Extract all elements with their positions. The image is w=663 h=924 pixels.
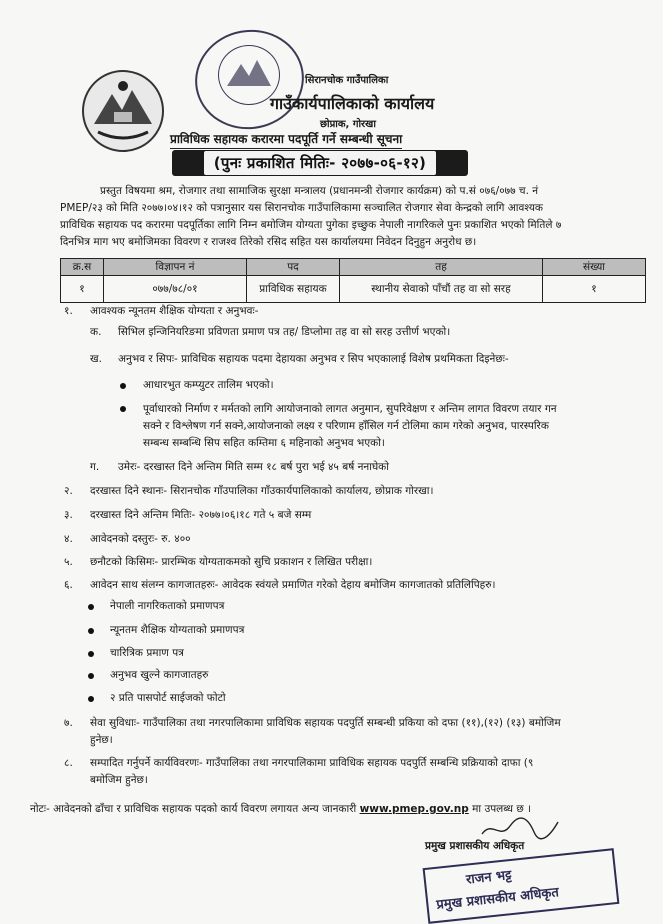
- col-serial: क्र.स: [61, 259, 104, 276]
- infrastructure-experience-item: [143, 401, 557, 452]
- cell-count: १: [543, 276, 646, 303]
- experience-line: सक्ने र विश्लेषण गर्न सक्ने,आयोजनाको लक्ष्य र परिणाम हाँसिल गर्न टोलिमा काम गरेको अनुभव, पारस्परिक: [143, 420, 549, 432]
- bullet-icon: [88, 604, 94, 610]
- document-item: नेपाली नागरिकताको प्रमाणपत्र: [110, 600, 225, 612]
- bullet-icon: [120, 406, 126, 412]
- intro-line: PMEP/२३ को मिति २०७७।०४।१२ को पत्रानुसार यस सिरानचोक गाउँपालिकामा सञ्चालित रोजगार सेवा केन्द्रको लागि आवश्यक: [60, 202, 543, 214]
- document-item: चारित्रिक प्रमाण पत्र: [110, 647, 184, 659]
- bullet-icon: [120, 383, 126, 389]
- office-address: छोप्राक, गोरखा: [320, 119, 376, 130]
- item-number: ग.: [90, 461, 100, 473]
- col-post: पद: [247, 259, 340, 276]
- qualification-heading: आवश्यक न्यूनतम शैक्षिक योग्यता र अनुभवः-: [90, 305, 259, 317]
- col-level: तह: [340, 259, 543, 276]
- stamp-title: प्रमुख प्रशासकीय अधिकृत: [435, 885, 560, 913]
- col-advert-no: विज्ञापन नं: [104, 259, 247, 276]
- table-row: [61, 276, 646, 303]
- service-facility-cont: हुनेछ।: [90, 734, 113, 746]
- vacancy-table: [60, 258, 646, 303]
- municipality-name: सिरानचोक गाउँपालिका: [305, 75, 389, 86]
- intro-line: प्राविधिक सहायक पद करारमा पदपूर्तिका लागि निम्न बमोजिम योग्यता पुगेका इच्छुक नेपाली नागरिकले पुनः प्रकाशित भएको मितिले ७: [60, 219, 562, 231]
- intro-line: प्रस्तुत विषयमा श्रम, रोजगार तथा सामाजिक सुरक्षा मन्त्रालय (प्रधानमन्त्री रोजगार कार्यक्रम) को प.सं ०७६/०७७ च. नं: [100, 185, 539, 197]
- note: [30, 802, 531, 816]
- experience-line: पूर्वाधारको निर्माण र मर्मतको लागि आयोजनाको लागत अनुमान, सुपरिवेक्षण र अन्तिम लागत विवरण तयार गन: [143, 403, 557, 415]
- table-header-row: [61, 259, 646, 276]
- republish-date-banner: [172, 150, 468, 176]
- age-requirement: उमेरः- दरखास्त दिने अन्तिम मिति सम्म १८ बर्ष पुरा भई ४५ बर्ष ननाघेको: [118, 461, 389, 473]
- document-item: २ प्रति पासपोर्ट साईजको फोटो: [110, 692, 226, 704]
- bullet-icon: [88, 673, 94, 679]
- application-fee: आवेदनको दस्तुरः- रु. ४००: [90, 533, 191, 545]
- bullet-icon: [88, 628, 94, 634]
- service-facility: सेवा सुविधाः- गाउँपालिका तथा नगरपालिकामा प्राविधिक सहायक पदपुर्ति सम्बन्धी प्रकिया को दफा (११),(१२) (१३) बमोजिम: [90, 717, 561, 729]
- intro-line: दिनभित्र माग भए बमोजिमका विवरण र राजश्व तिरेको रसिद सहित यस कार्यालयमा निवेदन दिनुहुन अनुरोध छ।: [60, 236, 477, 248]
- document-item: अनुभव खुल्ने कागजातहरु: [110, 669, 209, 681]
- job-description: सम्पादित गर्नुपर्ने कार्यविवरणः- गाउँपालिका तथा नगरपालिकामा प्राविधिक सहायक पदपुर्ति सम्बन्धि प्रक्रियाको दाफा (९: [90, 757, 534, 769]
- application-deadline: दरखास्त दिने अन्तिम मितिः- २०७७।०६।१८ गते ५ बजे सम्म: [90, 509, 312, 521]
- item-number: ३.: [64, 509, 73, 521]
- nepal-emblem-logo: [82, 70, 164, 152]
- note-suffix: मा उपलब्ध छ ।: [472, 803, 532, 815]
- experience-line: सम्बन्ध सम्बन्धि सिप सहित कम्तिमा ६ महिनाको अनुभव भएको।: [143, 437, 385, 449]
- signatory-title: प्रमुख प्रशासकीय अधिकृत: [425, 840, 525, 852]
- document-item: न्यूनतम शैक्षिक योग्यताको प्रमाणपत्र: [110, 624, 245, 636]
- item-number: क.: [90, 326, 102, 338]
- bullet-icon: [88, 651, 94, 657]
- item-number: २.: [64, 485, 73, 497]
- notice-subject: प्राविधिक सहायक करारमा पदपूर्ति गर्ने सम्बन्धी सूचना: [170, 130, 402, 149]
- office-name: गाउँकार्यपालिकाको कार्यालय: [270, 94, 435, 113]
- intro-paragraph: [60, 183, 650, 251]
- attached-documents-heading: आवेदन साथ संलग्न कागजातहरुः- आवेदक स्वंयले प्रमाणित गरेको देहाय बमोजिम कागजातको प्रतिलिपिहरु।: [90, 579, 496, 591]
- officer-rectangular-stamp: [423, 848, 620, 924]
- experience-requirement: अनुभव र सिपः- प्राविधिक सहायक पदमा देहायका अनुभव र सिप भएकालाई विशेष प्रथमिकता दिइनेछः-: [118, 353, 509, 365]
- stamp-name: राजन भट्ट: [465, 867, 513, 888]
- job-description-cont: बमोजिम हुनेछ।: [90, 774, 148, 786]
- item-number: ८.: [64, 757, 73, 769]
- computer-training-item: आधारभुत कम्प्युटर तालिम भएको।: [143, 379, 274, 391]
- item-number: ४.: [64, 533, 73, 545]
- cell-serial: १: [61, 276, 104, 303]
- item-number: ७.: [64, 717, 73, 729]
- item-number: १.: [64, 305, 73, 317]
- banner-text: (पुनः प्रकाशित मितिः- २०७७-०६-१२): [204, 151, 436, 175]
- cell-advert-no: ०७७/७८/०१: [104, 276, 247, 303]
- pmep-website-link[interactable]: www.pmep.gov.np: [359, 803, 469, 815]
- col-count: संख्या: [543, 259, 646, 276]
- item-number: ख.: [90, 353, 102, 365]
- application-place: दरखास्त दिने स्थानः- सिरानचोक गाँउपालिका गाँउकार्यपालिकाको कार्यालय, छोप्राक गोरखा।: [90, 485, 434, 497]
- note-text: नोटः- आवेदनको ढाँचा र प्राविधिक सहायक पदको कार्य विवरण लगायत अन्य जानकारी: [30, 803, 357, 815]
- selection-method: छनौटको किसिमः- प्रारम्भिक योग्यताकमको सुचि प्रकाशन र लिखित परीक्षा।: [90, 556, 373, 568]
- item-number: ६.: [64, 579, 73, 591]
- cell-post: प्राविधिक सहायक: [247, 276, 340, 303]
- cell-level: स्थानीय सेवाको पाँचौं तह वा सो सरह: [340, 276, 543, 303]
- bullet-icon: [88, 696, 94, 702]
- item-number: ५.: [64, 556, 73, 568]
- education-requirement: सिभिल इन्जिनियरिङमा प्रविणता प्रमाण पत्र तह/ डिप्लोमा तह वा सो सरह उत्तीर्ण भएको।: [118, 326, 451, 338]
